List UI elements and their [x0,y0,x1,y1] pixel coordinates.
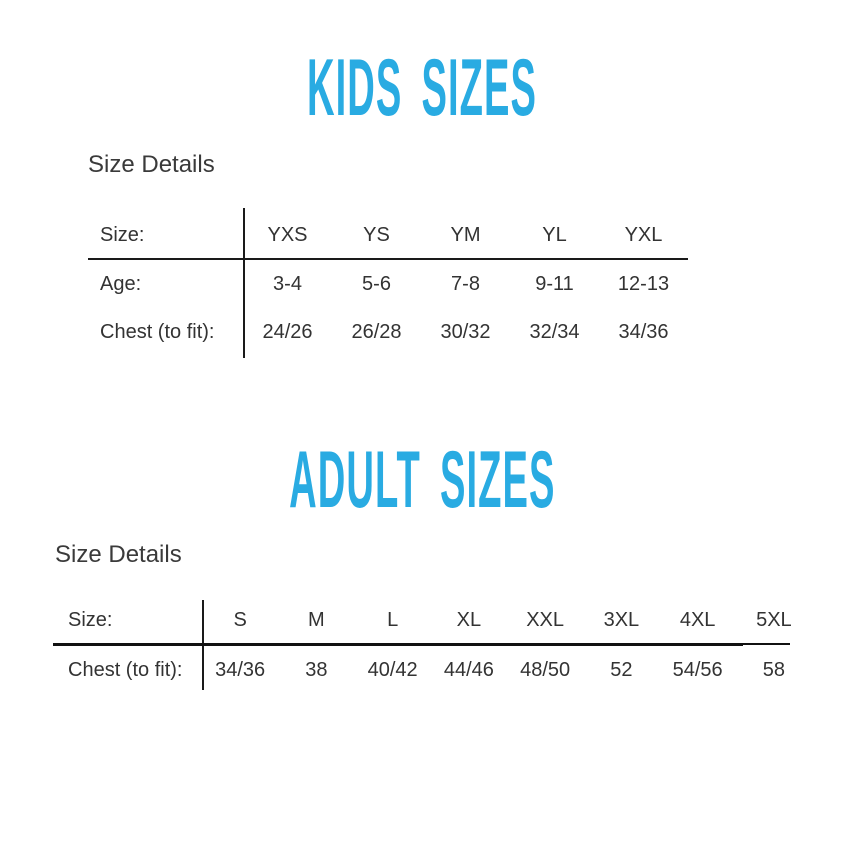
chest-cell: 52 [610,658,633,681]
row-label-age: Age: [100,272,142,295]
adult-size-details-label: Size Details [55,541,182,568]
chest-cell: 38 [305,658,328,681]
chest-cell: 30/32 [440,320,491,343]
kids-table-column-divider [243,208,245,358]
chest-cell: 54/56 [672,658,723,681]
adult-sizes-title-text: ADULT SIZES [289,435,556,526]
kids-size-table [88,212,688,356]
chest-cell: 32/34 [529,320,580,343]
kids-sizes-title-text: KIDS SIZES [307,43,538,134]
chest-cell: 48/50 [520,658,571,681]
kids-age-row [88,260,688,308]
adult-chest-values [202,659,812,682]
age-cell: 12-13 [617,272,670,295]
size-cell: S [233,609,247,631]
adult-size-row [53,598,815,643]
size-cell: YM [450,223,481,246]
age-cell: 9-11 [535,272,574,295]
adult-size-values [202,609,812,632]
adult-table-header-divider-extension [743,643,790,645]
age-cell: 5-6 [362,272,391,295]
chest-cell: 44/46 [443,658,494,681]
chest-cell: 34/36 [618,320,669,343]
chest-cell: 40/42 [367,658,418,681]
chest-cell: 24/26 [262,320,313,343]
kids-size-row [88,212,688,258]
row-label-size: Size: [68,609,113,631]
kids-chest-values [243,321,688,344]
chest-cell: 26/28 [351,320,402,343]
kids-chest-row [88,308,688,356]
row-label-chest: Chest (to fit): [100,320,215,343]
size-cell: L [387,609,399,631]
size-cell: 3XL [603,609,640,631]
size-cell: YL [542,223,567,246]
age-cell: 7-8 [451,272,480,295]
row-label-size: Size: [100,223,145,246]
size-cell: YXS [267,223,308,246]
kids-size-values [243,224,688,247]
size-cell: M [308,609,325,631]
adult-chest-row [53,646,815,694]
row-label-chest: Chest (to fit): [68,658,183,681]
size-cell: 5XL [756,609,792,631]
adult-table-header-divider [53,643,743,646]
adult-size-table [53,598,815,694]
chest-cell: 58 [762,658,785,681]
age-cell: 3-4 [273,272,302,295]
chest-cell: 34/36 [215,658,266,681]
adult-sizes-title [0,435,845,526]
kids-age-values [243,273,688,296]
size-cell: XL [456,609,482,631]
size-cell: XXL [526,609,565,631]
size-cell: YXL [624,223,663,246]
kids-sizes-title [0,43,845,134]
size-cell: YS [363,223,390,246]
kids-size-details-label: Size Details [88,151,215,178]
size-cell: 4XL [679,609,716,631]
